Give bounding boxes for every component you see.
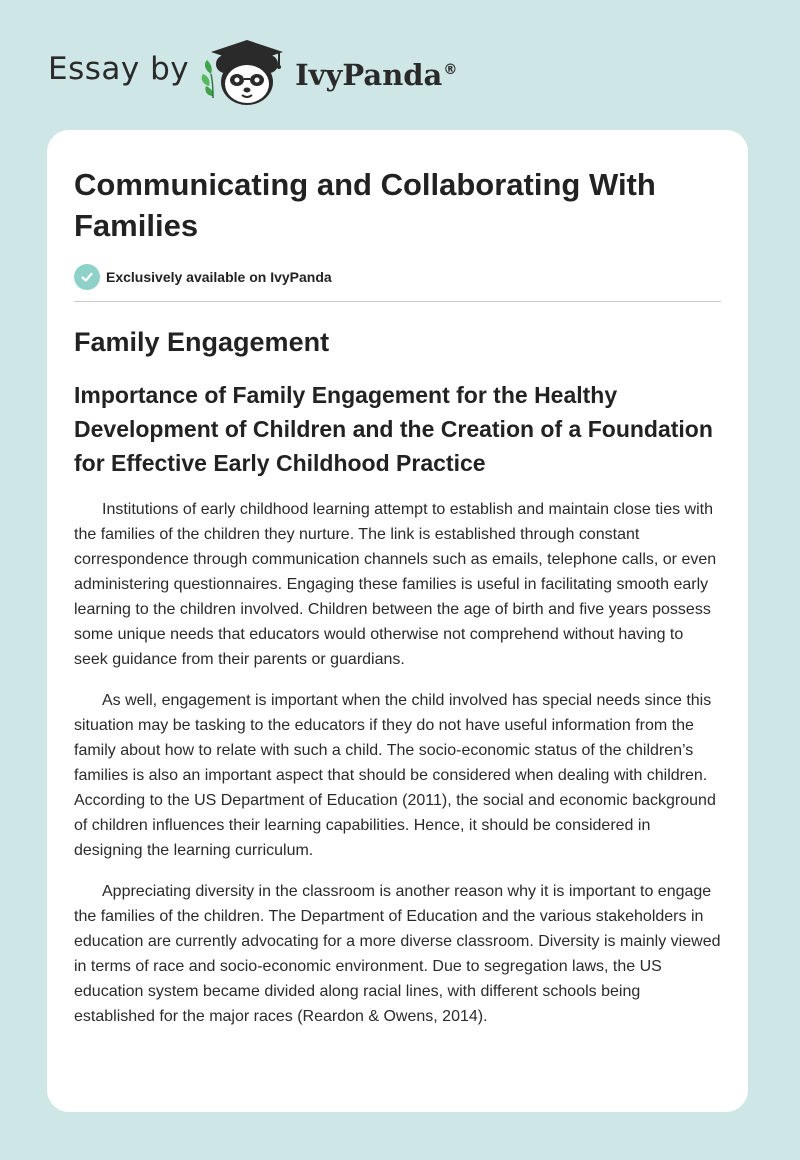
check-circle-icon (74, 264, 100, 290)
body-paragraph-2: As well, engagement is important when the child involved has special needs since this situation may be tasking to the educators if they do not have useful information from the family about how to relate with such a child. The socio-economic status of the children’s families is also an important aspect that should be considered when dealing with children. According to the US Department of Education (2011), the social and economic background of children influences their learning capabilities. Hence, it should be considered in designing the learning curriculum. (74, 692, 716, 859)
brand-prefix: Essay by (48, 51, 190, 87)
subsection-heading: Importance of Family Engagement for the Healthy Development of Children and the Creation of a Foundation for Effective Early Childhood Practice (74, 382, 713, 476)
section-heading: Family Engagement (74, 327, 330, 357)
essay-card (47, 130, 748, 1112)
exclusive-badge-text: Exclusively available on IvyPanda (106, 269, 332, 285)
exclusive-badge (74, 263, 721, 291)
registered-mark: ® (443, 62, 458, 79)
panda-graduate-logo-icon (199, 34, 295, 110)
essay-title: Communicating and Collaborating With Families (74, 167, 656, 243)
brand-name-text: IvyPanda (295, 58, 443, 92)
brand-name (295, 58, 457, 92)
body-paragraph-3: Appreciating diversity in the classroom is another reason why it is important to engage the families of the children. The Department of Education and the various stakeholders in education are currently advocating for a more diverse classroom. Diversity is mainly viewed in terms of race and socio-economic environment. Due to segregation laws, the US education system became divided along racial lines, with different schools being established for the major races (Reardon & Owens, 2014). (74, 883, 721, 1025)
title-divider (74, 301, 721, 302)
body-paragraph-1: Institutions of early childhood learning attempt to establish and maintain close ties with the families of the children they nurture. The link is established through constant correspondence through communication channels such as emails, telephone calls, or even administering questionnaires. Engaging these families is useful in facilitating smooth early learning to the children involved. Children between the age of birth and five years possess some unique needs that educators would otherwise not comprehend without having to seek guidance from their parents or guardians. (74, 501, 717, 668)
brand-header[interactable] (48, 34, 457, 110)
